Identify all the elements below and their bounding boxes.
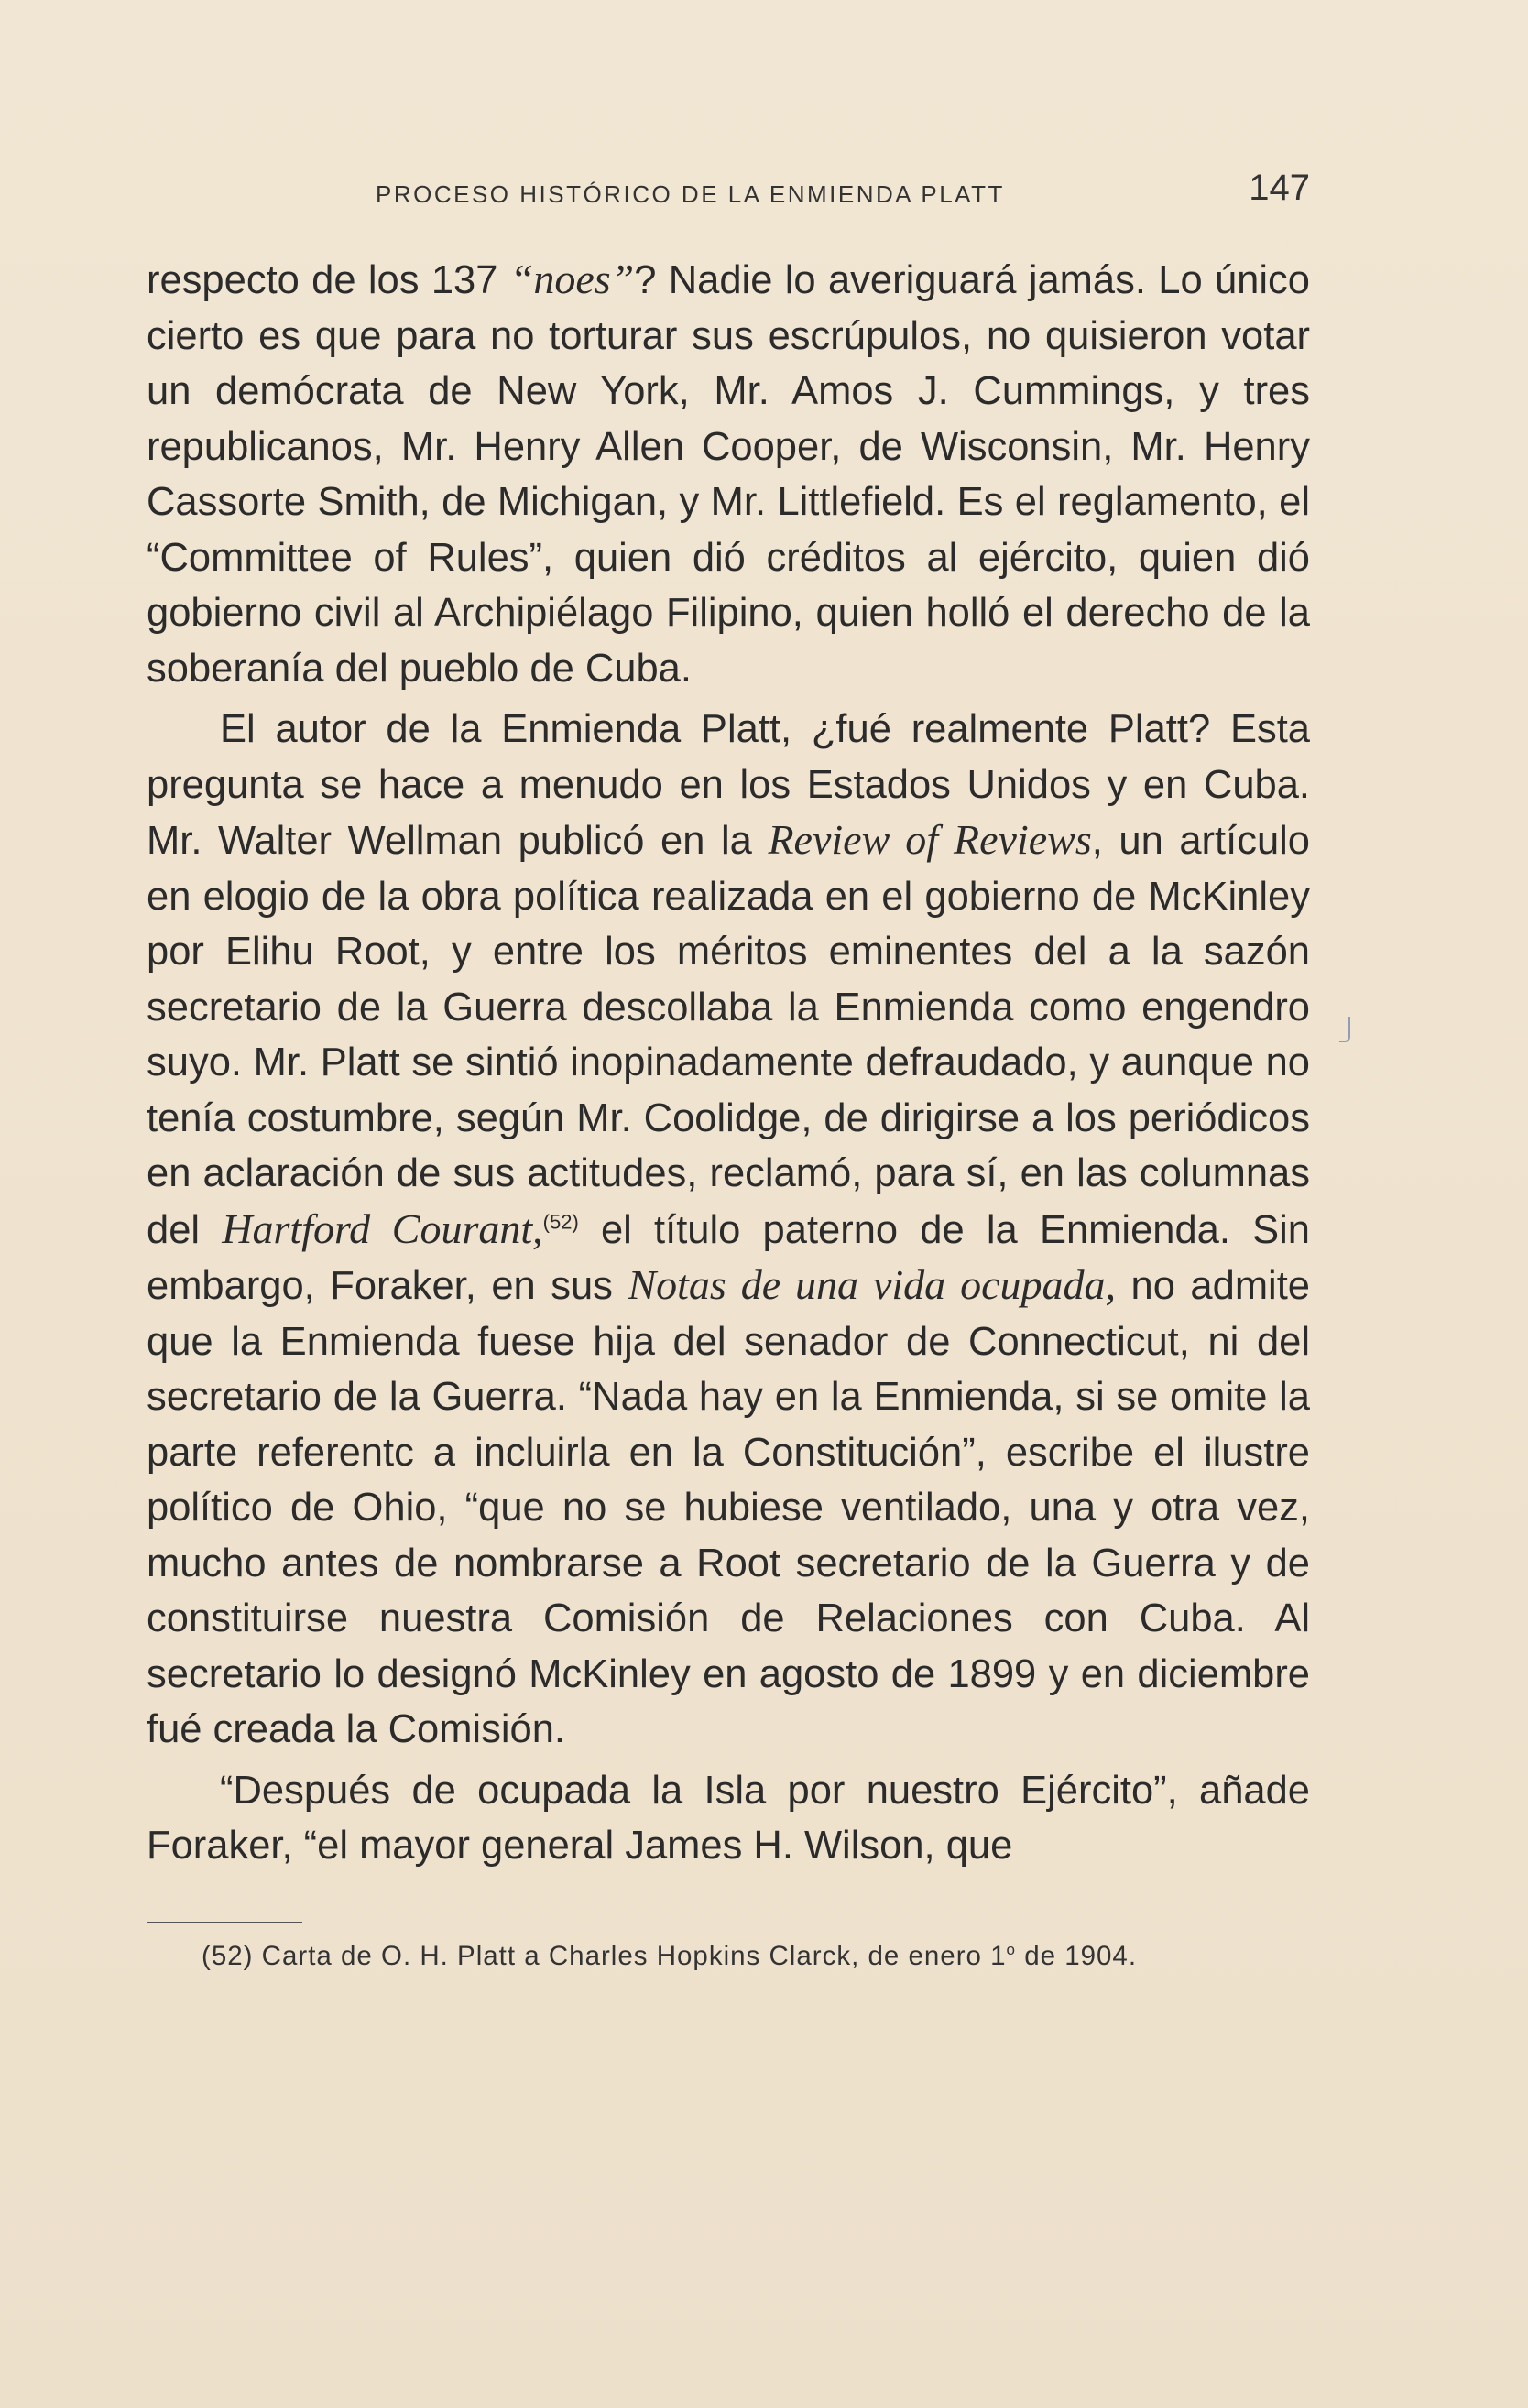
- paragraph-2: [147, 702, 1310, 1758]
- paragraph-1-italic-noes: “noes”: [509, 256, 635, 302]
- running-head: [147, 165, 1310, 220]
- footnote-divider: [147, 1922, 302, 1923]
- paragraph-2-italic-notas: Notas de una vida ocupada,: [628, 1261, 1117, 1308]
- footnote-text-a: Carta de O. H. Platt a Charles Hopkins Clarck, de enero 1: [253, 1940, 1007, 1971]
- margin-pencil-mark: [1339, 1017, 1350, 1042]
- page-number: 147: [1249, 168, 1310, 208]
- body-text: [147, 252, 1310, 1874]
- paragraph-1-text-a: respecto de los 137: [147, 258, 510, 302]
- running-title: PROCESO HISTÓRICO DE LA ENMIENDA PLATT: [376, 180, 1005, 208]
- paragraph-1-text-b: ? Nadie lo averiguará jamás. Lo único cierto es que para no torturar sus escrúpulos, no quisieron votar un demócrata de New York, Mr. Amos J. Cummings, y tres republicanos, Mr. Henry Allen Cooper, de Wisconsin, Mr. Henry Cassorte Smith, de Michigan, y Mr. Littlefield. Es el reglamento, el “Committee of Rules”, quien dió créditos al ejército, quien dió gobierno civil al Archipiélago Filipino, quien holló el derecho de la soberanía del pueblo de Cuba.: [147, 258, 1310, 691]
- paragraph-2-text-c: el título paterno de la Enmienda. Sin embargo, Foraker, en sus: [147, 1207, 1311, 1308]
- paragraph-2-italic-review: Review of Reviews: [768, 816, 1092, 863]
- book-page: [147, 165, 1310, 1973]
- footnote-marker: (52): [202, 1940, 254, 1971]
- paragraph-2-text-a: El autor de la Enmienda Platt, ¿fué realmente Platt? Esta pregunta se hace a menudo en los Estados Unidos y en Cuba. Mr. Walter Wellman publicó en la: [147, 707, 1310, 863]
- footnote: [147, 1940, 1310, 1973]
- footnote-reference[interactable]: (52): [542, 1210, 579, 1233]
- paragraph-2-italic-courant: Hartford Courant,: [222, 1204, 543, 1252]
- paragraph-1: [147, 252, 1310, 696]
- paragraph-2-text-d: no admite que la Enmienda fuese hija del senador de Connecticut, ni del secretario de la Guerra. “Nada hay en la Enmienda, si se omite la parte referentc a incluirla en la Constitución”, escribe el ilustre político de Ohio, “que no se hubiese ventilado, una y otra vez, mucho antes de nombrarse a Root secretario de la Guerra y de constituirse nuestra Comisión de Relaciones con Cuba. Al secretario lo designó McKinley en agosto de 1899 y en diciembre fué creada la Comisión.: [147, 1264, 1310, 1751]
- footnote-text-b: de 1904.: [1016, 1940, 1138, 1971]
- paragraph-2-text-b: , un artículo en elogio de la obra política realizada en el gobierno de McKinley por Elihu Root, y entre los méritos eminentes del a la sazón secretario de la Guerra descollaba la Enmienda como engendro suyo. Mr. Platt se sintió inopinadamente defraudado, y aunque no tenía costumbre, según Mr. Coolidge, de dirigirse a los periódicos en aclaración de sus actitudes, reclamó, para sí, en las columnas del: [147, 819, 1311, 1252]
- footnote-ordinal: o: [1006, 1940, 1016, 1958]
- paragraph-3: “Después de ocupada la Isla por nuestro Ejército”, añade Foraker, “el mayor general James H. Wilson, que: [147, 1768, 1310, 1868]
